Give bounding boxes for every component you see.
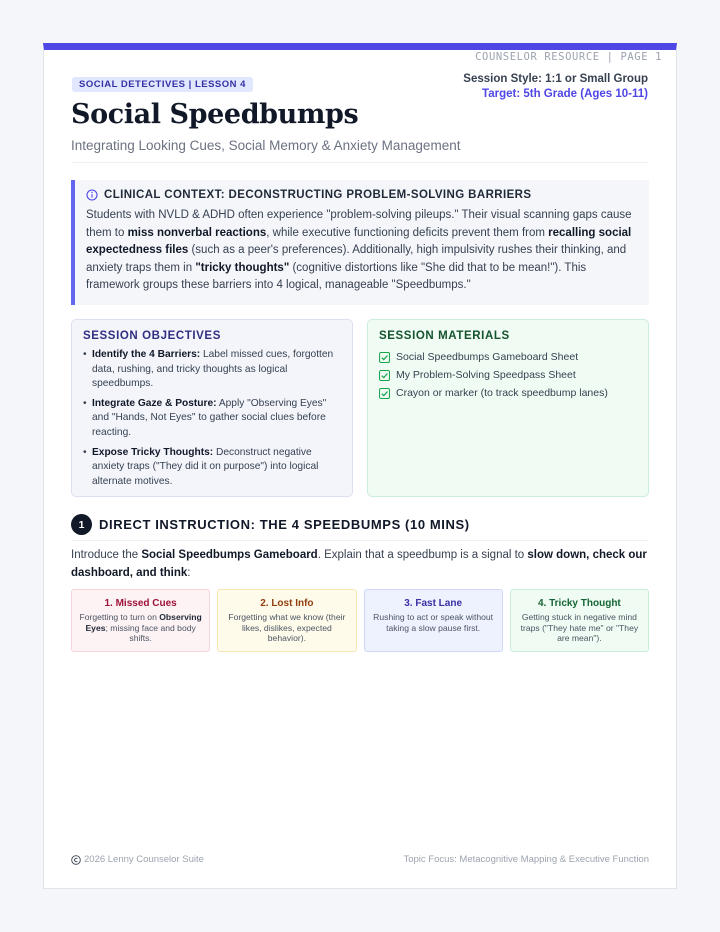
session-objectives	[71, 319, 353, 497]
speedbump-desc: Forgetting to turn on Observing Eyes; missing face and body shifts.	[79, 612, 202, 644]
context-heading	[86, 189, 635, 201]
materials-title: SESSION MATERIALS	[379, 330, 510, 342]
speedbumps-row	[71, 589, 649, 652]
header	[71, 50, 649, 163]
page-title: Social Speedbumps	[71, 99, 359, 130]
objectives-title: SESSION OBJECTIVES	[83, 330, 221, 342]
material-item: Crayon or marker (to track speedbump lanes)	[379, 384, 637, 402]
material-item: Social Speedbumps Gameboard Sheet	[379, 348, 637, 366]
context-heading-text: CLINICAL CONTEXT: DECONSTRUCTING PROBLEM-SOLVING BARRIERS	[104, 189, 532, 201]
speedbump-tricky-thought	[510, 589, 649, 652]
objective-item: • Integrate Gaze & Posture: Apply "Observing Eyes" and "Hands, Not Eyes" to gather social clues before reacting.	[83, 397, 341, 441]
speedbump-title: 1. Missed Cues	[104, 598, 177, 609]
objective-item: • Identify the 4 Barriers: Label missed cues, forgotten data, rushing, and tricky thoughts as logical speedbumps.	[83, 348, 341, 392]
footer	[71, 854, 649, 865]
info-icon	[86, 189, 98, 201]
speedbump-missed-cues	[71, 589, 210, 652]
session-meta	[463, 72, 648, 102]
clinical-context	[71, 180, 649, 305]
resource-label: COUNSELOR RESOURCE | PAGE 1	[475, 51, 662, 63]
target-grade: Target: 5th Grade (Ages 10-11)	[482, 88, 648, 100]
material-item: My Problem-Solving Speedpass Sheet	[379, 366, 637, 384]
speedbump-desc: Rushing to act or speak without taking a slow pause first.	[373, 612, 494, 633]
speedbump-desc: Forgetting what we know (their likes, dislikes, expected behavior).	[228, 612, 346, 644]
page	[43, 43, 677, 889]
objective-item: • Expose Tricky Thoughts: Deconstruct negative anxiety traps ("They did it on purpose") into logical alternate motives.	[83, 446, 341, 490]
speedbump-lost-info	[217, 589, 356, 652]
instruction-intro: Introduce the Social Speedbumps Gameboard. Explain that a speedbump is a signal to slow down, check our dashboard, and think:	[71, 549, 647, 579]
lesson-badge: SOCIAL DETECTIVES | LESSON 4	[72, 77, 253, 92]
speedbump-desc: Getting stuck in negative mind traps ("They hate me" or "They are mean").	[520, 612, 639, 644]
speedbump-title: 2. Lost Info	[260, 598, 314, 609]
footer-topic: Topic Focus: Metacognitive Mapping & Executive Function	[403, 854, 649, 865]
check-square-icon	[379, 370, 390, 381]
speedbump-title: 3. Fast Lane	[404, 598, 463, 609]
section-title: DIRECT INSTRUCTION: THE 4 SPEEDBUMPS (10 MINS)	[99, 517, 470, 532]
footer-copyright: 2026 Lenny Counselor Suite	[84, 854, 204, 865]
context-body: Students with NVLD & ADHD often experience "problem-solving pileups." Their visual scanning gaps cause them to miss nonverbal reactions, while executive functioning deficits prevent them from recalling social expectedness files (such as a peer's preferences). Additionally, high impulsivity rushes their thinking, and anxiety traps them in "tricky thoughts" (cognitive distortions like "She did that to be mean!"). This framework groups these barriers into 4 logical, manageable "Speedbumps."	[86, 209, 632, 291]
speedbump-title: 4. Tricky Thought	[537, 598, 621, 609]
footer-left	[71, 854, 204, 865]
copyright-icon	[71, 855, 81, 865]
page-subtitle: Integrating Looking Cues, Social Memory & Anxiety Management	[71, 138, 461, 153]
check-square-icon	[379, 388, 390, 399]
session-style: Session Style: 1:1 or Small Group	[463, 73, 648, 85]
section-number: 1	[71, 514, 92, 535]
session-materials	[367, 319, 649, 497]
materials-list	[379, 348, 637, 402]
check-square-icon	[379, 352, 390, 363]
speedbump-fast-lane	[364, 589, 503, 652]
objectives-list	[83, 348, 341, 489]
section-heading	[71, 515, 649, 541]
